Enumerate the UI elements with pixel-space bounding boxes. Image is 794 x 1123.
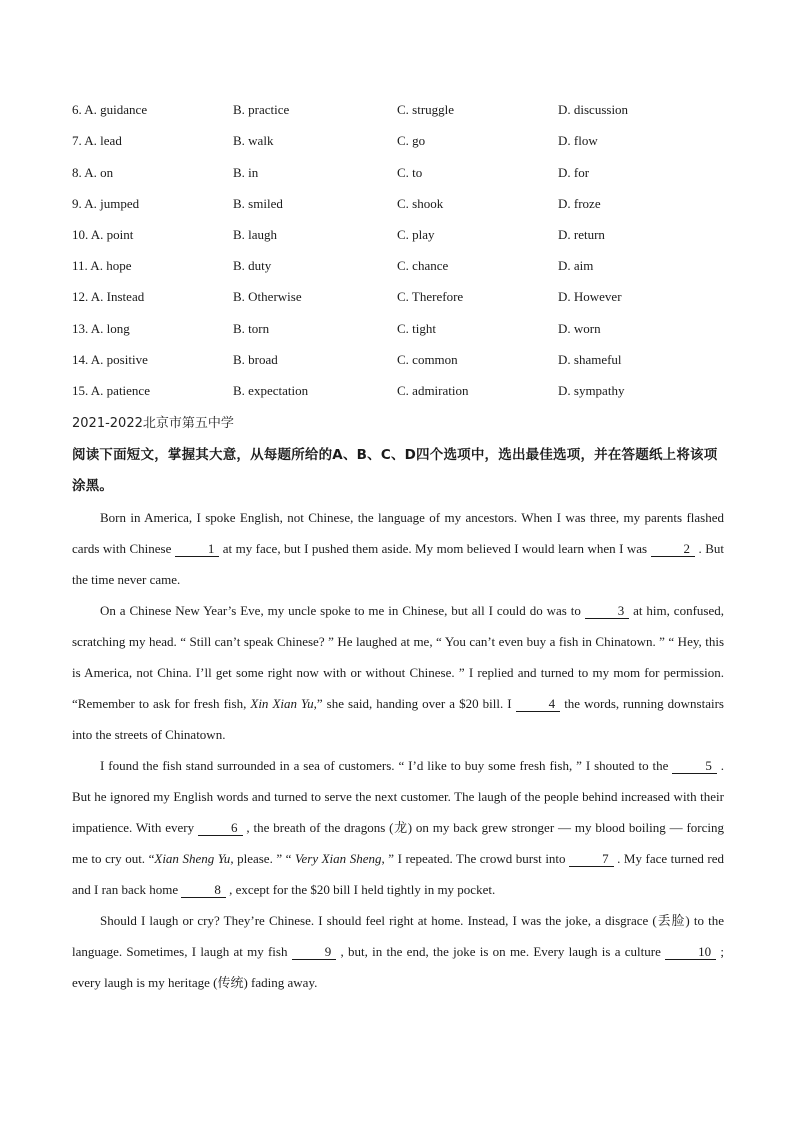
option-c: C. Therefore xyxy=(397,289,464,304)
question-9-options xyxy=(72,194,732,214)
option-c: C. struggle xyxy=(397,102,455,117)
blank-7: 7 xyxy=(569,852,614,867)
option-a: 6. A. guidance xyxy=(72,102,148,117)
section-instruction: 阅读下面短文，掌握其大意，从每题所给的A、B、C、D四个选项中，选出最佳选项，并在答题纸上将该项涂黑。 xyxy=(72,447,718,494)
option-d: D. flow xyxy=(558,133,598,148)
option-b: B. expectation xyxy=(233,383,309,398)
option-d: D. discussion xyxy=(558,102,629,117)
option-c: C. chance xyxy=(397,258,449,273)
option-b: B. Otherwise xyxy=(233,289,302,304)
blank-9: 9 xyxy=(292,945,337,960)
option-b: B. smiled xyxy=(233,196,283,211)
question-7-options xyxy=(72,131,732,151)
pinyin-very-xian-sheng: Very Xian Sheng xyxy=(294,851,382,866)
option-d: D. for xyxy=(558,165,590,180)
option-d: D. shameful xyxy=(558,352,622,367)
option-c: C. admiration xyxy=(397,383,469,398)
question-15-options xyxy=(72,381,732,401)
option-c: C. go xyxy=(397,133,426,148)
pinyin-xian-sheng-yu: Xian Sheng Yu xyxy=(154,851,231,866)
blank-5: 5 xyxy=(672,759,717,774)
question-10-options xyxy=(72,225,732,245)
blank-4: 4 xyxy=(516,697,561,712)
option-c: C. play xyxy=(397,227,435,242)
option-c: C. shook xyxy=(397,196,444,211)
paragraph-1: Born in America, I spoke English, not Chinese, the language of my ancestors. When I was three, my parents flashed cards with Chinese 1 at my face, but I pushed them aside. My mom believed I would learn when I was 2 . But the time never came. xyxy=(72,510,724,587)
question-11-options xyxy=(72,256,732,276)
reading-passage xyxy=(72,502,724,998)
question-6-options xyxy=(72,100,732,120)
option-b: B. walk xyxy=(233,133,274,148)
blank-3: 3 xyxy=(585,604,630,619)
option-b: B. torn xyxy=(233,321,270,336)
option-c: C. common xyxy=(397,352,458,367)
blank-8: 8 xyxy=(181,883,226,898)
option-b: B. in xyxy=(233,165,259,180)
question-14-options xyxy=(72,350,732,370)
option-b: B. practice xyxy=(233,102,290,117)
paragraph-2: On a Chinese New Year’s Eve, my uncle spoke to me in Chinese, but all I could do was to 3 at him, confused, scratching my head. “ Still can’t speak Chinese? ” He laughed at me, “ You can’t even buy a fish in Chinatown. ” “ Hey, this is America, not China. I’ll get some right now with or without Chinese. ” I replied and turned to my mom for permission. “Remember to ask for fresh fish, Xin Xian Yu,” she said, handing over a $20 bill. I 4 the words, running downstairs into the streets of Chinatown. xyxy=(72,603,724,742)
option-d: D. aim xyxy=(558,258,594,273)
blank-10: 10 xyxy=(665,945,716,960)
option-a: 15. A. patience xyxy=(72,383,150,398)
option-d: D. froze xyxy=(558,196,601,211)
option-a: 12. A. Instead xyxy=(72,289,145,304)
option-a: 11. A. hope xyxy=(72,258,132,273)
blank-2: 2 xyxy=(651,542,696,557)
option-b: B. broad xyxy=(233,352,278,367)
pinyin-xin-xian-yu: Xin Xian Yu xyxy=(250,696,314,711)
option-b: B. duty xyxy=(233,258,272,273)
option-a: 7. A. lead xyxy=(72,133,122,148)
option-d: D. However xyxy=(558,289,622,304)
option-a: 10. A. point xyxy=(72,227,134,242)
paragraph-4: Should I laugh or cry? They’re Chinese. I should feel right at home. Instead, I was the joke, a disgrace (丢脸) to the language. Sometimes, I laugh at my fish 9 , but, in the end, the joke is on me. Every laugh is a culture 10 ; every laugh is my heritage (传统) fading away. xyxy=(72,913,724,990)
option-d: D. sympathy xyxy=(558,383,625,398)
question-8-options xyxy=(72,163,732,183)
option-d: D. return xyxy=(558,227,605,242)
option-d: D. worn xyxy=(558,321,601,336)
exam-source: 2021-2022北京市第五中学 xyxy=(72,416,234,431)
option-a: 8. A. on xyxy=(72,165,114,180)
question-12-options xyxy=(72,287,732,307)
option-c: C. to xyxy=(397,165,423,180)
blank-6: 6 xyxy=(198,821,243,836)
option-a: 9. A. jumped xyxy=(72,196,140,211)
question-13-options xyxy=(72,319,732,339)
option-a: 13. A. long xyxy=(72,321,130,336)
option-b: B. laugh xyxy=(233,227,278,242)
paragraph-3: I found the fish stand surrounded in a sea of customers. “ I’d like to buy some fresh fish, ” I shouted to the 5 . But he ignored my English words and turned to serve the next customer. The laugh of the people behind increased with their impatience. With every 6 , the breath of the dragons (龙) on my back grew stronger — my blood boiling — forcing me to cry out. “Xian Sheng Yu, please. ” “ Very Xian Sheng, ” I repeated. The crowd burst into 7 . My face turned red and I ran back home 8 , except for the $20 bill I held tightly in my pocket. xyxy=(72,758,725,897)
blank-1: 1 xyxy=(175,542,220,557)
option-a: 14. A. positive xyxy=(72,352,148,367)
option-c: C. tight xyxy=(397,321,437,336)
